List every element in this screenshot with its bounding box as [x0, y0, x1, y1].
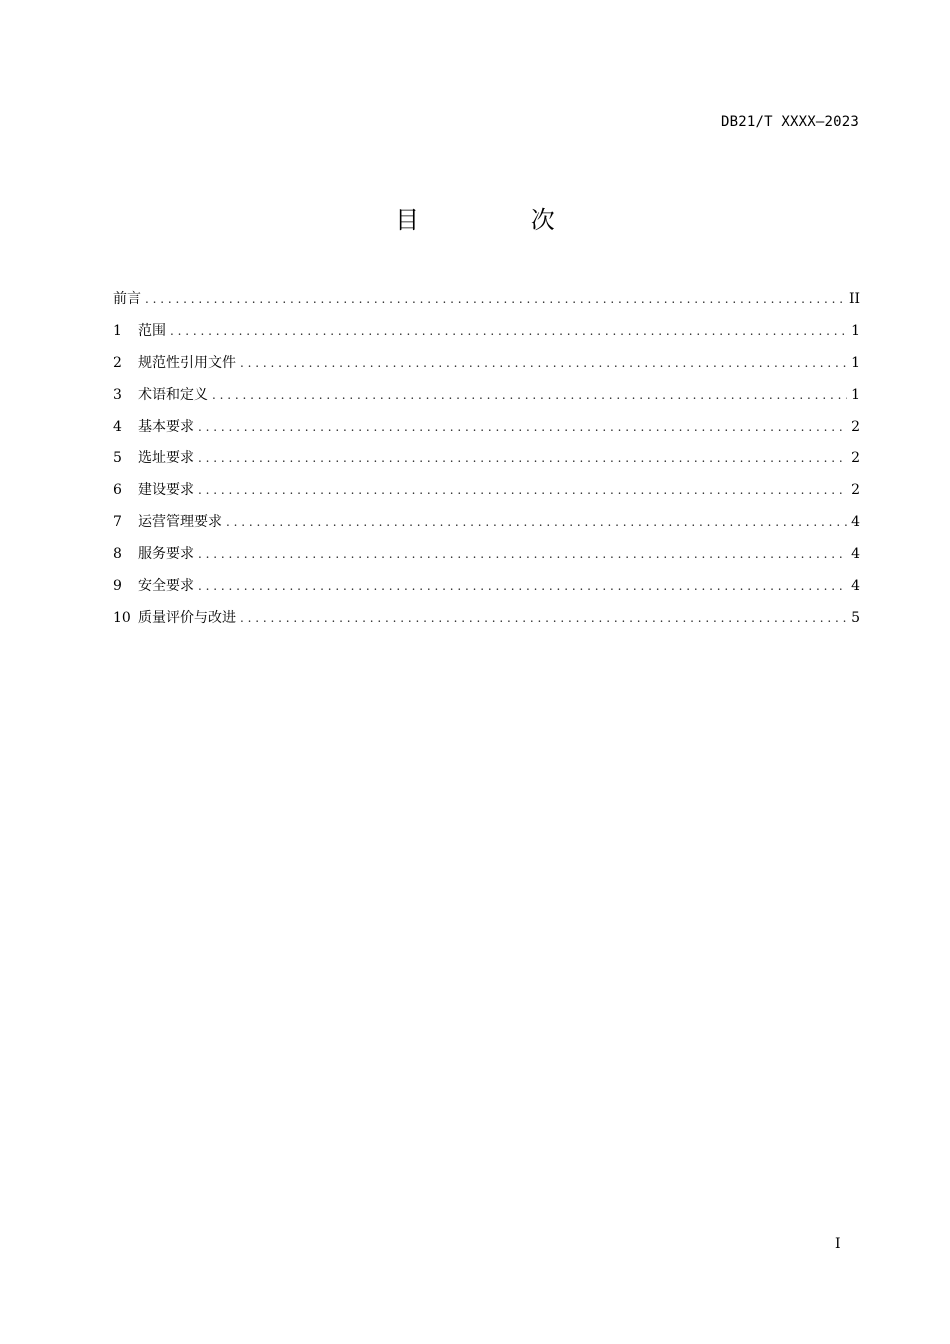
toc-entry-number: 8 [113, 546, 122, 563]
toc-entry-page: 5 [851, 609, 860, 626]
toc-dot-leader [145, 284, 845, 316]
toc-entry-8[interactable] [113, 539, 860, 571]
toc-entry-foreword[interactable] [113, 284, 860, 316]
toc-entry-9[interactable] [113, 571, 860, 603]
toc-entry-6[interactable] [113, 475, 860, 507]
toc-entry-number: 1 [113, 322, 122, 339]
toc-entry-number: 6 [113, 482, 122, 499]
page-number: I [835, 1236, 841, 1252]
toc-dot-leader [198, 443, 847, 475]
toc-entry-label: 选址要求 [138, 450, 194, 467]
toc-entry-label: 运营管理要求 [138, 514, 222, 531]
toc-dot-leader [198, 539, 847, 571]
table-of-contents [113, 284, 860, 635]
toc-entry-7[interactable] [113, 507, 860, 539]
toc-dot-leader [212, 380, 847, 412]
toc-entry-number: 7 [113, 514, 122, 531]
toc-dot-leader [198, 475, 847, 507]
toc-dot-leader [240, 348, 847, 380]
toc-entry-3[interactable] [113, 380, 860, 412]
toc-entry-label: 建设要求 [138, 482, 194, 499]
toc-entry-2[interactable] [113, 348, 860, 380]
toc-dot-leader [198, 412, 847, 444]
toc-dot-leader [226, 507, 847, 539]
toc-entry-page: 1 [851, 322, 860, 339]
toc-entry-label: 范围 [138, 322, 166, 339]
toc-entry-page: 1 [851, 354, 860, 371]
page-title: 目 次 [395, 206, 607, 234]
toc-entry-label: 规范性引用文件 [138, 354, 236, 371]
toc-entry-label: 质量评价与改进 [138, 609, 236, 626]
toc-entry-page: 2 [851, 418, 860, 435]
toc-entry-page: 4 [851, 546, 860, 563]
toc-entry-page: 1 [851, 386, 860, 403]
toc-dot-leader [240, 603, 847, 635]
toc-dot-leader [198, 571, 847, 603]
toc-entry-page: 4 [851, 514, 860, 531]
toc-dot-leader [170, 316, 847, 348]
toc-entry-page: II [848, 291, 860, 307]
toc-entry-page: 2 [851, 450, 860, 467]
toc-entry-number: 9 [113, 578, 122, 595]
toc-entry-page: 4 [851, 578, 860, 595]
toc-entry-page: 2 [851, 482, 860, 499]
toc-entry-number: 4 [113, 418, 122, 435]
document-code: DB21/T XXXX—2023 [720, 114, 859, 130]
toc-entry-number: 10 [113, 609, 131, 626]
toc-entry-label: 前言 [113, 291, 141, 307]
toc-entry-number: 5 [113, 450, 122, 467]
toc-entry-4[interactable] [113, 412, 860, 444]
toc-entry-number: 2 [113, 354, 122, 371]
toc-entry-number: 3 [113, 386, 122, 403]
toc-entry-label: 术语和定义 [138, 386, 208, 403]
toc-entry-label: 服务要求 [138, 546, 194, 563]
toc-entry-1[interactable] [113, 316, 860, 348]
toc-entry-label: 基本要求 [138, 418, 194, 435]
toc-entry-5[interactable] [113, 443, 860, 475]
toc-entry-label: 安全要求 [138, 578, 194, 595]
toc-entry-10[interactable] [113, 603, 860, 635]
